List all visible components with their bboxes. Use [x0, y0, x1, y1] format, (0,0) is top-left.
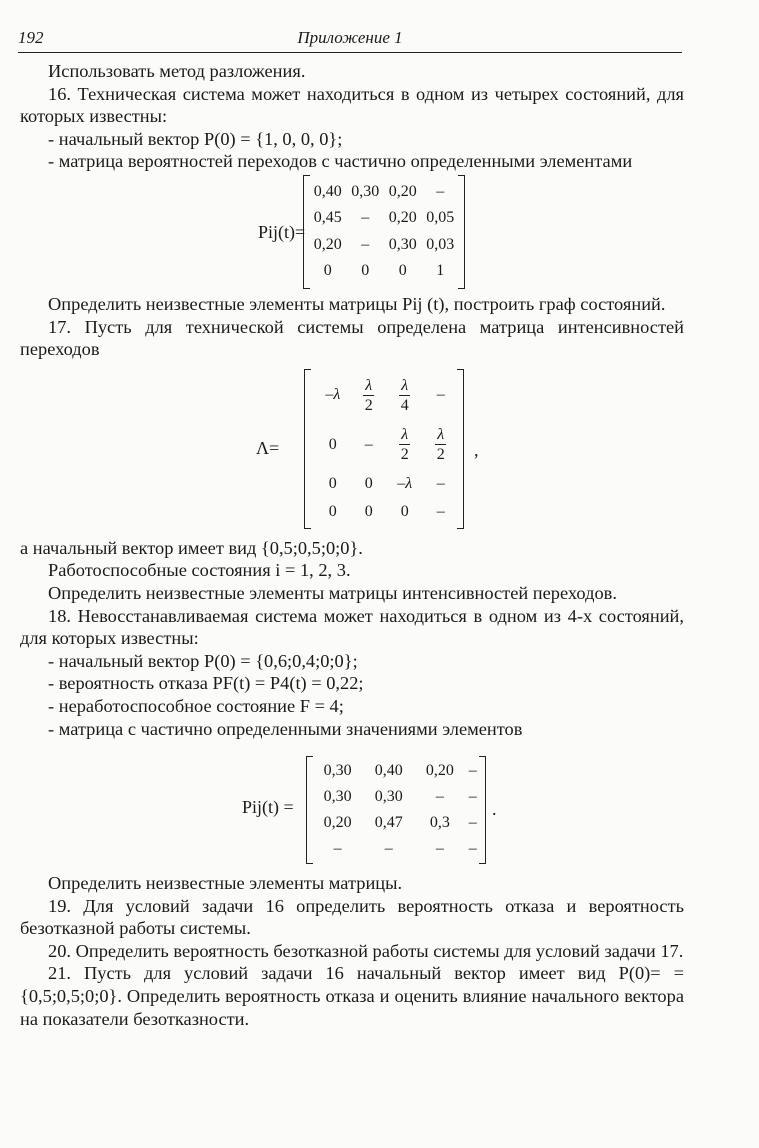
list-item: - матрица вероятностей переходов с частично определенными элементами — [48, 151, 633, 172]
matrix-label: Λ= — [256, 437, 280, 458]
paragraph: 21. Пусть для условий задачи 16 начальный вектор имеет вид P(0)= ={0,5;0,5;0;0}. Определить вероятность отказа и оценить влияние начального вектора на показатели безотказности. — [20, 963, 684, 1029]
matrix-row — [309, 232, 459, 259]
matrix-cell: – — [361, 235, 370, 253]
matrix-cell: 0 — [328, 474, 337, 492]
matrix-row — [309, 205, 459, 232]
matrix-cell: – — [468, 761, 477, 779]
matrix-label: Pij(t)= — [258, 221, 306, 242]
list-item: - начальный вектор P(0) = {0,6;0,4;0;0}; — [48, 650, 358, 671]
matrix-body — [303, 175, 465, 289]
matrix-cell: 0 — [328, 503, 337, 521]
fraction — [435, 425, 446, 464]
paragraph: Работоспособные состояния i = 1, 2, 3. — [48, 560, 351, 581]
paragraph: Определить неизвестные элементы матрицы интенсивностей переходов. — [48, 582, 617, 603]
list-item: - вероятность отказа PF(t) = P4(t) = 0,22; — [48, 673, 364, 694]
page-number: 192 — [18, 28, 44, 47]
matrix-cell — [426, 420, 456, 469]
matrix-cell: 0,45 — [313, 209, 342, 227]
matrix-cell: 1 — [436, 262, 445, 280]
denominator: 2 — [436, 446, 445, 464]
matrix-cell: – — [435, 839, 444, 857]
matrix-cell: 0,40 — [313, 182, 342, 200]
matrix-cell: – — [436, 474, 445, 492]
matrix-cell: 0,20 — [388, 182, 417, 200]
paragraph: 16. Техническая система может находиться в одном из четырех состояний, для которых известны: — [20, 83, 684, 127]
matrix-row — [312, 371, 456, 420]
matrix-grid — [312, 758, 480, 862]
matrix-row — [312, 498, 456, 527]
paragraph: 18. Невосстанавливаемая система может находиться в одном из 4-х состояний, для которых известны: — [20, 605, 684, 649]
bracket-left — [304, 369, 311, 529]
matrix-row — [312, 420, 456, 469]
matrix-cell: 0,03 — [426, 235, 455, 253]
matrix-trailing-punctuation: , — [474, 439, 479, 460]
paragraph: 17. Пусть для технической системы определена матрица интенсивностей переходов — [20, 316, 684, 360]
matrix-cell — [354, 371, 384, 420]
matrix-cell: 0,30 — [351, 182, 380, 200]
fraction — [363, 376, 374, 415]
matrix-row — [312, 758, 480, 784]
matrix-cell: 0,30 — [388, 235, 417, 253]
page-header — [18, 26, 682, 53]
matrix-cell: – — [468, 839, 477, 857]
matrix-label: Pij(t) = — [242, 797, 294, 818]
matrix-cell: 0,30 — [374, 787, 403, 805]
matrix-cell: –λ — [397, 474, 413, 492]
bracket-right — [457, 369, 464, 529]
list-item: - матрица с частично определенными значениями элементов — [48, 718, 523, 739]
running-title: Приложение 1 — [297, 28, 403, 47]
matrix-cell: 0,20 — [323, 813, 352, 831]
paragraph: 20. Определить вероятность безотказной работы системы для условий задачи 17. — [48, 940, 684, 961]
matrix-partially-defined — [20, 740, 684, 872]
numerator: λ — [401, 376, 409, 394]
matrix-cell: 0 — [398, 262, 407, 280]
matrix-cell: 0 — [361, 262, 370, 280]
denominator: 2 — [400, 446, 409, 464]
page-content — [20, 60, 684, 1030]
matrix-body — [304, 369, 464, 529]
matrix-row — [312, 470, 456, 499]
matrix-row — [312, 810, 480, 836]
matrix-cell: –λ — [325, 386, 341, 404]
matrix-row — [312, 784, 480, 810]
matrix-cell: 0 — [323, 262, 332, 280]
matrix-cell: 0,20 — [425, 761, 454, 779]
list-item: - неработоспособное состояние F = 4; — [48, 695, 344, 716]
matrix-cell: 0,3 — [429, 813, 450, 831]
matrix-cell: – — [333, 839, 342, 857]
paragraph: Определить неизвестные элементы матрицы Pij (t), построить граф состояний. — [48, 293, 666, 314]
matrix-cell: 0,20 — [313, 235, 342, 253]
list-item: - начальный вектор P(0) = {1, 0, 0, 0}; — [48, 128, 343, 149]
matrix-cell: 0 — [400, 503, 409, 521]
matrix-cell — [384, 371, 426, 420]
denominator: 2 — [364, 396, 373, 414]
matrix-body — [306, 756, 486, 864]
matrix-cell: 0,05 — [426, 209, 455, 227]
paragraph: Определить неизвестные элементы матрицы. — [48, 873, 403, 894]
matrix-cell: – — [361, 209, 370, 227]
fraction — [399, 376, 410, 415]
bracket-right — [479, 756, 486, 864]
matrix-row — [312, 836, 480, 862]
matrix-cell: – — [364, 435, 373, 453]
matrix-cell: – — [436, 182, 445, 200]
numerator: λ — [401, 426, 409, 444]
numerator: λ — [365, 376, 373, 394]
matrix-transition-probabilities — [20, 173, 684, 293]
matrix-cell: – — [435, 787, 444, 805]
matrix-cell: – — [468, 813, 477, 831]
denominator: 4 — [400, 396, 409, 414]
matrix-grid — [312, 371, 456, 527]
matrix-cell: 0,30 — [323, 761, 352, 779]
matrix-cell: 0 — [364, 474, 373, 492]
matrix-row — [309, 258, 459, 285]
matrix-cell: – — [384, 839, 393, 857]
bracket-right — [458, 175, 465, 289]
matrix-cell: 0,20 — [388, 209, 417, 227]
matrix-cell: – — [436, 386, 445, 404]
matrix-cell: 0,47 — [374, 813, 403, 831]
paragraph: а начальный вектор имеет вид {0,5;0,5;0;0}. — [20, 537, 363, 558]
matrix-cell: 0,40 — [374, 761, 403, 779]
matrix-cell: 0,30 — [323, 787, 352, 805]
fraction — [399, 425, 410, 464]
matrix-cell — [384, 420, 426, 469]
matrix-row — [309, 179, 459, 206]
matrix-cell: – — [468, 787, 477, 805]
matrix-transition-intensities — [20, 361, 684, 537]
matrix-cell: 0 — [328, 435, 337, 453]
matrix-trailing-punctuation: . — [492, 799, 497, 820]
matrix-cell: – — [436, 503, 445, 521]
matrix-grid — [309, 179, 459, 285]
paragraph: 19. Для условий задачи 16 определить вероятность отказа и вероятность безотказной работы системы. — [20, 895, 684, 939]
numerator: λ — [437, 426, 445, 444]
paragraph: Использовать метод разложения. — [48, 61, 306, 81]
matrix-cell: 0 — [364, 503, 373, 521]
